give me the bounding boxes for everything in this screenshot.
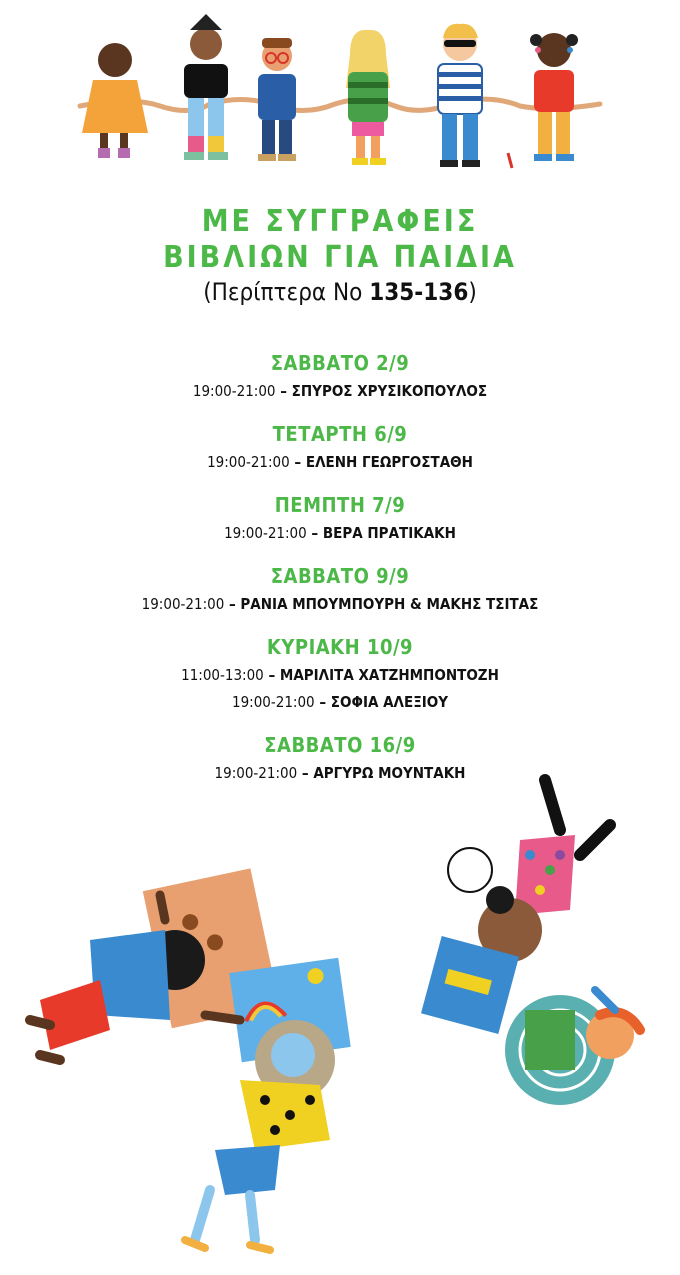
schedule-day [0,348,680,405]
slot-author: ΜΑΡΙΛΙΤΑ ΧΑΤΖΗΜΠΟΝΤΟΖΗ [279,666,499,684]
slot-separator: – [275,382,292,400]
time-slot [0,378,680,405]
time-slot [0,689,680,716]
children-drawing-illustration [0,770,680,1270]
slot-time: 19:00-21:00 [192,382,276,400]
slot-author: ΑΡΓΥΡΩ ΜΟΥΝΤΑΚΗ [313,764,466,782]
schedule-day [0,561,680,618]
time-slot [0,591,680,618]
subtitle-open: (Περίπτερα Νο [203,278,370,306]
slot-author: ΕΛΕΝΗ ΓΕΩΡΓΟΣΤΑΘΗ [305,453,473,471]
slot-separator: – [289,453,306,471]
title-line-1: ΜΕ ΣΥΓΓΡΑΦΕΙΣ [201,204,479,239]
day-title: ΣΑΒΒΑΤΟ 2/9 [270,351,410,375]
pavilion-subtitle [0,276,680,308]
day-title: ΣΑΒΒΑΤΟ 9/9 [270,564,410,588]
slot-separator: – [314,693,331,711]
slot-author: ΒΕΡΑ ΠΡΑΤΙΚΑΚΗ [322,524,456,542]
time-slot [0,520,680,547]
slot-separator: – [297,764,314,782]
slot-author: ΣΟΦΙΑ ΑΛΕΞΙΟΥ [330,693,448,711]
time-slot [0,449,680,476]
schedule-day [0,490,680,547]
slot-time: 11:00-13:00 [181,666,264,684]
day-title: ΤΕΤΑΡΤΗ 6/9 [272,422,408,446]
slot-time: 19:00-21:00 [224,524,307,542]
pavilion-numbers: 135-136 [369,278,469,306]
slot-time: 19:00-21:00 [214,764,298,782]
event-schedule [0,348,680,801]
children-holding-hands-illustration [60,8,620,178]
subtitle-close: ) [468,278,477,306]
slot-time: 19:00-21:00 [232,693,315,711]
slot-author: ΡΑΝΙΑ ΜΠΟΥΜΠΟΥΡΗ & ΜΑΚΗΣ ΤΣΙΤΑΣ [240,595,539,613]
day-title: ΚΥΡΙΑΚΗ 10/9 [266,635,414,659]
time-slot [0,662,680,689]
slot-time: 19:00-21:00 [207,453,290,471]
slot-author: ΣΠΥΡΟΣ ΧΡΥΣΙΚΟΠΟΥΛΟΣ [291,382,488,400]
schedule-day [0,632,680,716]
slot-separator: – [306,524,323,542]
slot-separator: – [224,595,241,613]
title-line-2: ΒΙΒΛΙΩΝ ΓΙΑ ΠΑΙΔΙΑ [163,240,517,275]
slot-separator: – [263,666,280,684]
heading-block [0,204,680,308]
schedule-day [0,419,680,476]
day-title: ΣΑΒΒΑΤΟ 16/9 [264,733,416,757]
day-title: ΠΕΜΠΤΗ 7/9 [274,493,406,517]
slot-time: 19:00-21:00 [141,595,225,613]
